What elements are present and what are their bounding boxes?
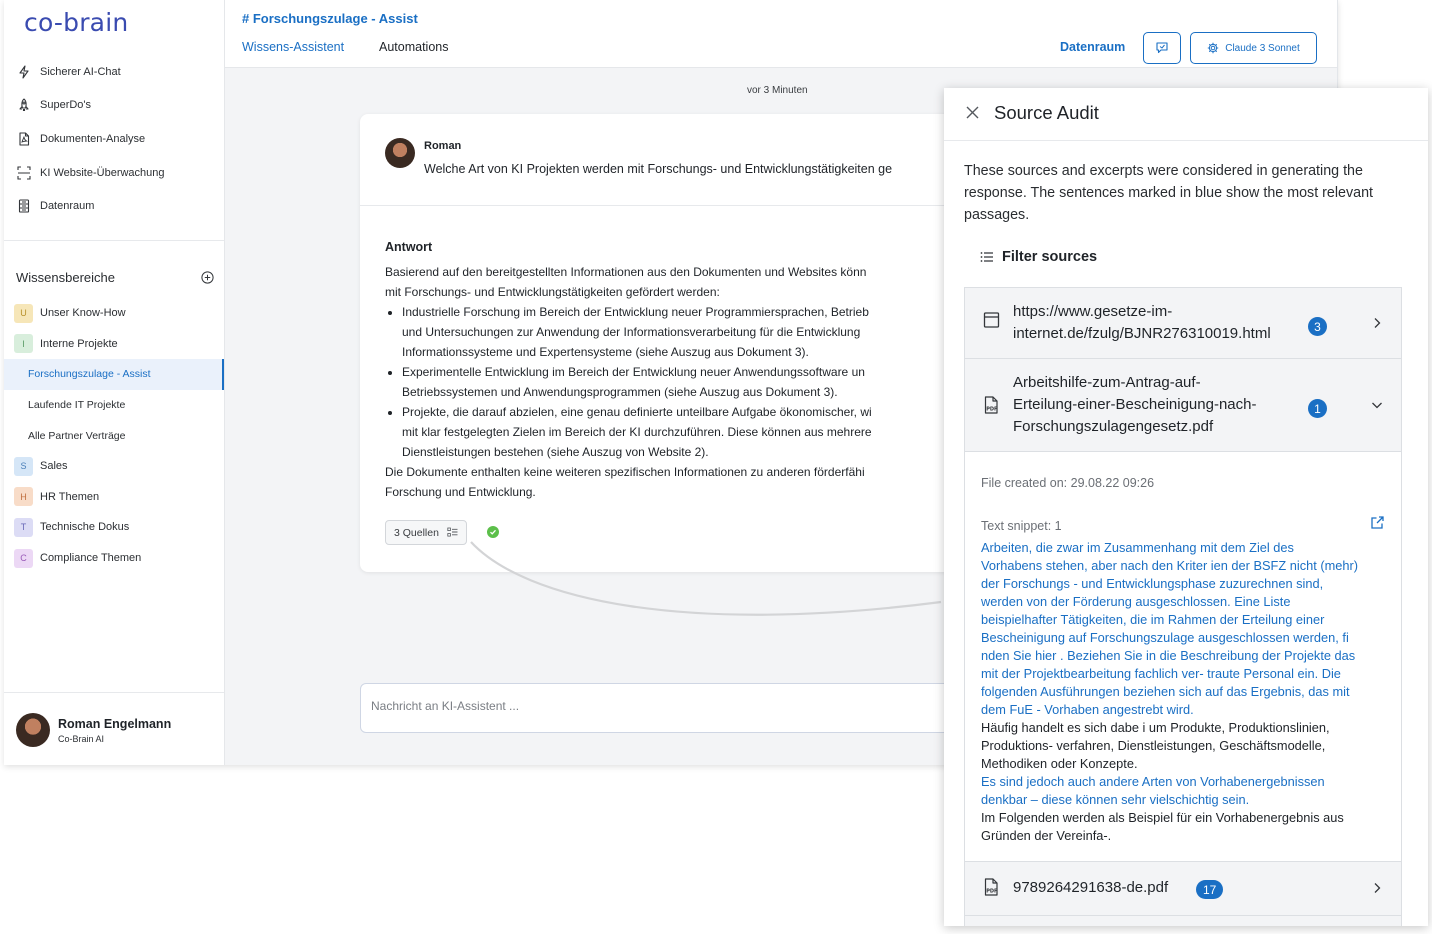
question-text: Welche Art von KI Projekten werden mit Forschungs- und Entwicklungstätigkeiten ge: [424, 162, 893, 176]
model-select-button[interactable]: [1190, 32, 1317, 64]
area-label: HR Themen: [40, 490, 100, 503]
area-badge: I: [14, 334, 33, 353]
chat-edit-icon: [1155, 41, 1169, 55]
browser-window-icon: [983, 311, 1000, 329]
sidebar-item-ai-chat[interactable]: [4, 55, 224, 89]
connector-curve: [465, 540, 945, 630]
chevron-right-icon: [1371, 317, 1383, 329]
snippet-line: Es sind jedoch auch andere Arten von Vorhabenergebnissen: [981, 774, 1325, 789]
area-badge: H: [14, 487, 33, 506]
sources-label: 3 Quellen: [394, 526, 439, 539]
sidebar-item-datenraum[interactable]: [4, 189, 224, 223]
answer-line: • Industrielle Forschung im Bereich der Entwicklung neuer Programmiersprachen, Betrieb: [402, 305, 869, 319]
snippet-line: werden von der Förderung ausgeschlossen. Eine Liste: [981, 594, 1291, 609]
area-item-know-how[interactable]: [4, 298, 224, 329]
source-name-line: internet.de/fzulg/BJNR276310019.html: [1013, 325, 1271, 342]
area-item-interne-projekte[interactable]: [4, 329, 224, 360]
page-title: # Forschungszulage - Assist: [242, 11, 418, 26]
answer-label: Antwort: [385, 240, 433, 254]
question-author: Roman: [424, 140, 462, 152]
avatar: [16, 713, 50, 747]
snippet-line: mit der Projektbearbeitung fachlich ver- traute Personal ein. Die: [981, 666, 1341, 681]
source-name: [1013, 372, 1256, 438]
snippet-label: Text snippet: 1: [981, 519, 1062, 533]
panel-title: Source Audit: [994, 102, 1099, 123]
source-detail: [965, 452, 1401, 862]
filter-sources-button[interactable]: [980, 249, 1097, 265]
area-label: Technische Dokus: [40, 521, 130, 534]
snippet-line: Gründen der Vereinfa-.: [981, 828, 1112, 843]
area-item-partner-vertraege[interactable]: [4, 420, 224, 451]
answer-line: und Untersuchungen zur Anwendung der Informationsverarbeitung für die Entwicklung: [402, 325, 861, 339]
area-badge: U: [14, 304, 33, 323]
answer-line: mit Forschungs- und Entwicklungstätigkeiten gefördert werden:: [385, 285, 720, 299]
sidebar: [4, 0, 225, 765]
area-item-technische-dokus[interactable]: [4, 512, 224, 543]
external-link-icon[interactable]: [1370, 515, 1385, 530]
area-label: Unser Know-How: [40, 307, 126, 320]
panel-header: [944, 88, 1428, 141]
area-item-forschungszulage[interactable]: [4, 359, 224, 390]
logo[interactable]: co-brain: [24, 8, 129, 37]
sidebar-item-label: Datenraum: [40, 200, 95, 213]
area-label: Interne Projekte: [40, 337, 118, 350]
tab-automations[interactable]: Automations: [379, 40, 449, 54]
answer-line: Forschung und Entwicklung.: [385, 485, 536, 499]
answer-line: Informationssysteme und Expertensysteme (siehe Auszug aus Dokument 3).: [402, 345, 809, 359]
answer-line: mit klar festgelegten Zielen im Bereich der KI durchzuführen. Diese können aus mehrere: [402, 425, 872, 439]
rocket-icon: [17, 98, 31, 112]
answer-line: Dienstleistungen bestehen (siehe Auszug von Website 2).: [402, 445, 709, 459]
chat-settings-button[interactable]: [1143, 32, 1181, 64]
source-name-line: Erteilung-einer-Bescheinigung-nach-: [1013, 396, 1257, 413]
area-label: Compliance Themen: [40, 552, 142, 565]
answer-line: Betriebssystemen und Anwendungsprogrammen (siehe Auszug aus Dokument 3).: [402, 385, 838, 399]
snippet-plain: [981, 719, 1391, 773]
sidebar-item-label: KI Website-Überwachung: [40, 166, 165, 179]
area-badge: C: [14, 549, 33, 568]
snippet-plain: [981, 809, 1391, 845]
source-count-badge: 3: [1308, 317, 1327, 336]
source-name-line: Arbeitshilfe-zum-Antrag-auf-: [1013, 374, 1201, 391]
sidebar-item-superdos[interactable]: [4, 89, 224, 123]
user-text: [58, 717, 171, 744]
gear-icon: [1207, 42, 1219, 54]
sidebar-item-label: SuperDo's: [40, 99, 92, 112]
lightning-icon: [17, 65, 31, 79]
area-label: Forschungszulage - Assist: [28, 368, 151, 381]
user-org: Co-Brain AI: [58, 733, 105, 744]
snippet-line: Bescheinigung auf Forschungszulage ausgeschlossen werden, fi: [981, 630, 1349, 645]
source-name: [1013, 301, 1271, 345]
source-name-line: Forschungszulagengesetz.pdf: [1013, 418, 1214, 435]
pdf-file-icon: [983, 396, 1000, 414]
sidebar-divider: [4, 692, 224, 693]
file-created-date: File created on: 29.08.22 09:26: [981, 476, 1155, 490]
add-circle-icon[interactable]: [201, 271, 214, 284]
snippet-line: beispielhafter Tätigkeiten, die im Rahmen der Erteilung einer: [981, 612, 1325, 627]
snippet-line: Häufig handelt es sich dabe i um Produkte, Produktionslinien,: [981, 720, 1330, 735]
source-name-line: 9789264291638-de.pdf: [1013, 879, 1169, 896]
panel-description: These sources and excerpts were considered in generating the response. The sentences marked in blue show the most relevant passages.: [964, 163, 1374, 223]
header: [225, 0, 1337, 68]
snippet-line: Methodiken oder Konzepte.: [981, 756, 1138, 771]
snippet-line: Im Folgenden werden als Beispiel für ein Vorhabenergebnis aus: [981, 810, 1344, 825]
source-item-website[interactable]: [965, 288, 1401, 359]
sources-button[interactable]: [385, 520, 467, 545]
area-item-compliance-themen[interactable]: [4, 543, 224, 574]
chevron-down-icon: [1371, 399, 1383, 411]
source-item-arbeitshilfe-pdf[interactable]: [965, 359, 1401, 452]
database-icon: [17, 199, 31, 213]
filter-label: Filter sources: [1002, 249, 1098, 265]
message-timestamp: vor 3 Minuten: [747, 85, 808, 96]
chevron-right-icon: [1371, 882, 1383, 894]
message-input[interactable]: [371, 699, 971, 713]
close-icon[interactable]: [965, 105, 980, 120]
filter-list-icon: [980, 250, 994, 264]
answer-line: Basierend auf den bereitgestellten Informationen aus den Dokumenten und Websites könn: [385, 265, 867, 279]
source-name-line: https://www.gesetze-im-: [1013, 303, 1173, 320]
avatar: [385, 138, 415, 168]
svg-text:PDF: PDF: [986, 888, 998, 895]
answer-line: Die Dokumente enthalten keine weiteren spezifischen Informationen zu anderen förderfähi: [385, 465, 865, 479]
datenraum-link[interactable]: Datenraum: [1060, 40, 1126, 54]
area-item-laufende-it-projekte[interactable]: [4, 390, 224, 421]
source-count-badge: 1: [1308, 399, 1327, 418]
source-item-9789264291638-pdf[interactable]: [965, 862, 1401, 916]
user-name: Roman Engelmann: [58, 716, 172, 731]
area-label: Alle Partner Verträge: [28, 429, 126, 442]
snippet-line: denkbar – diese können sehr vielschichtig sein.: [981, 792, 1250, 807]
snippet-highlight: [981, 773, 1391, 809]
areas-list: [4, 298, 224, 573]
snippet-line: nden Sie hier . Beziehen Sie in die Beschreibung der Projekte das: [981, 648, 1356, 663]
sidebar-item-website-monitoring[interactable]: [4, 156, 224, 190]
sources-list: [964, 287, 1402, 926]
tab-wissens-assistent[interactable]: Wissens-Assistent: [242, 40, 345, 54]
areas-header: [16, 270, 214, 285]
pdf-file-icon: [983, 878, 1000, 896]
source-item-partial[interactable]: [965, 916, 1401, 926]
scan-icon: [17, 166, 31, 180]
answer-line: • Experimentelle Entwicklung im Bereich der Entwicklung neuer Anwendungssoftware un: [402, 365, 865, 379]
model-label: Claude 3 Sonnet: [1225, 42, 1300, 54]
snippet-line: Vorhabens stehen, aber nach den Kriter ien der BSFZ nicht (mehr): [981, 558, 1358, 573]
snippet-line: der Forschungs - und Entwicklungsphase zuzurechnen sind,: [981, 576, 1324, 591]
snippet-highlight: [981, 539, 1391, 719]
snippet-line: dem FuE - Vorhaben angestrebt wird.: [981, 702, 1194, 717]
area-badge: T: [14, 518, 33, 537]
area-item-sales[interactable]: [4, 451, 224, 482]
area-label: Sales: [40, 460, 68, 473]
verified-check-icon: [487, 526, 499, 538]
pdf-document-icon: [17, 132, 31, 146]
source-count-badge: 17: [1196, 880, 1223, 899]
sidebar-item-label: Dokumenten-Analyse: [40, 132, 146, 145]
user-profile[interactable]: [16, 713, 171, 747]
svg-text:PDF: PDF: [986, 406, 998, 413]
areas-title: Wissensbereiche: [16, 270, 115, 285]
snippet-line: Produktions- verfahren, Dienstleistungen, Geschäftsmodelle,: [981, 738, 1326, 753]
sidebar-divider: [4, 240, 224, 241]
source-audit-panel: [944, 88, 1428, 926]
answer-line: • Projekte, die darauf abzielen, eine genau definierte unteilbare Aufgabe ökonomischer, wi: [402, 405, 872, 419]
snippet-line: Arbeiten, die zwar im Zusammenhang mit dem Ziel des: [981, 540, 1294, 555]
sidebar-item-document-analysis[interactable]: [4, 122, 224, 156]
area-badge: S: [14, 457, 33, 476]
sidebar-nav: [4, 55, 224, 223]
text-snippet: [981, 539, 1391, 845]
snippet-line: folgenden Ausführungen beziehen sich auf das Ergebnis, das mit: [981, 684, 1350, 699]
list-icon: [447, 527, 458, 538]
sidebar-item-label: Sicherer AI-Chat: [40, 65, 121, 78]
source-name: [1013, 877, 1168, 899]
area-label: Laufende IT Projekte: [28, 399, 126, 412]
area-item-hr-themen[interactable]: [4, 482, 224, 513]
